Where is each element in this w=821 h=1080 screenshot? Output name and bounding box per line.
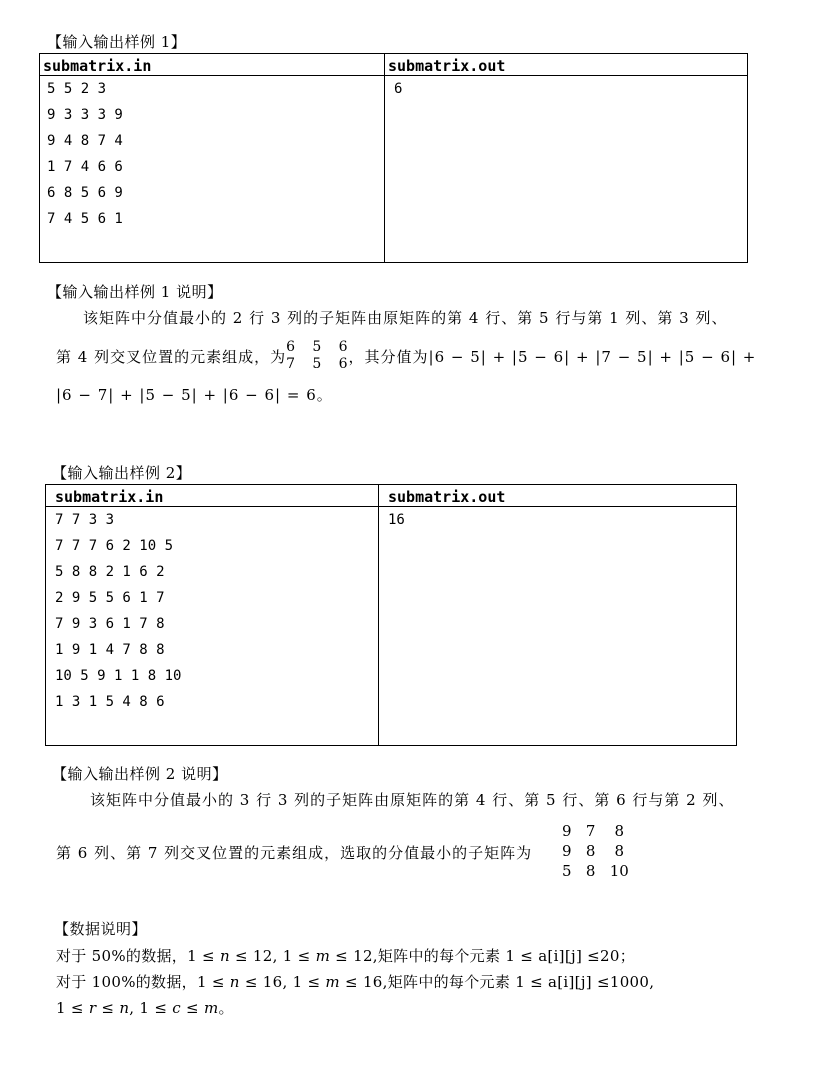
sample2-input-line: 10 5 9 1 1 8 10 (55, 668, 182, 684)
matrix-row: 7 5 6 (286, 356, 349, 372)
sample2-in-header: submatrix.in (46, 485, 379, 507)
explain2-heading: 【输入输出样例 2 说明】 (52, 765, 228, 783)
sample1-input-line: 5 5 2 3 (47, 81, 107, 97)
matrix-row: 9 7 8 (562, 822, 625, 840)
sample1-input-line: 6 8 5 6 9 (47, 185, 123, 201)
sample1-input-line: 1 7 4 6 6 (47, 159, 123, 175)
sample2-table (45, 484, 737, 746)
sample2-out-header: submatrix.out (379, 485, 737, 507)
explain1-line2 (56, 336, 756, 376)
matrix-row: 5 8 10 (562, 862, 629, 880)
explain2-matrix (562, 821, 629, 881)
explain1-line2-suffix: ，其分值为|6 − 5| + |5 − 6| + |7 − 5| + |5 − 6| + (348, 347, 757, 366)
sample1-input-cell (40, 76, 385, 263)
sample2-output-line: 16 (388, 512, 405, 528)
explain1-heading: 【输入输出样例 1 说明】 (47, 283, 223, 301)
data-note-heading: 【数据说明】 (54, 920, 148, 938)
sample2-input-line: 1 3 1 5 4 8 6 (55, 694, 165, 710)
sample2-input-line: 5 8 8 2 1 6 2 (55, 564, 165, 580)
explain2-line2: 第 6 列、第 7 列交叉位置的元素组成，选取的分值最小的子矩阵为 (56, 844, 533, 862)
sample1-in-header: submatrix.in (40, 54, 385, 76)
data-note-line3: 1 ≤ 𝑟 ≤ 𝑛, 1 ≤ 𝑐 ≤ 𝑚。 (56, 999, 234, 1017)
explain2-line1: 该矩阵中分值最小的 3 行 3 列的子矩阵由原矩阵的第 4 行、第 5 行、第 6 行与第 2 列、 (90, 791, 735, 809)
sample1-out-header: submatrix.out (385, 54, 748, 76)
sample1-input-line: 9 3 3 3 9 (47, 107, 123, 123)
matrix-row: 9 8 8 (562, 842, 625, 860)
sample2-input-line: 2 9 5 5 6 1 7 (55, 590, 165, 606)
sample2-output-cell (379, 507, 737, 746)
matrix-row: 6 5 6 (286, 339, 349, 355)
sample1-input-line: 7 4 5 6 1 (47, 211, 123, 227)
sample2-input-line: 1 9 1 4 7 8 8 (55, 642, 165, 658)
sample1-heading: 【输入输出样例 1】 (47, 33, 187, 51)
sample1-output-cell (385, 76, 748, 263)
explain1-matrix (286, 339, 348, 373)
data-note-line1: 对于 50%的数据，1 ≤ 𝑛 ≤ 12, 1 ≤ 𝑚 ≤ 12,矩阵中的每个元素 1 ≤ a[i][j] ≤20； (56, 947, 636, 965)
sample2-input-line: 7 9 3 6 1 7 8 (55, 616, 165, 632)
sample1-input-line: 9 4 8 7 4 (47, 133, 123, 149)
explain1-line3: |6 − 7| + |5 − 5| + |6 − 6| = 6。 (56, 386, 333, 404)
sample2-input-line: 7 7 7 6 2 10 5 (55, 538, 174, 554)
sample2-input-cell (46, 507, 379, 746)
explain1-line2-prefix: 第 4 列交叉位置的元素组成，为 (56, 347, 287, 366)
explain1-line1: 该矩阵中分值最小的 2 行 3 列的子矩阵由原矩阵的第 4 行、第 5 行与第 1 列、第 3 列、 (83, 309, 728, 327)
sample2-heading: 【输入输出样例 2】 (52, 464, 192, 482)
sample1-table (39, 53, 748, 263)
sample2-input-line: 7 7 3 3 (55, 512, 115, 528)
data-note-line2: 对于 100%的数据，1 ≤ 𝑛 ≤ 16, 1 ≤ 𝑚 ≤ 16,矩阵中的每个元素 1 ≤ a[i][j] ≤1000, (56, 973, 655, 991)
sample1-output-line: 6 (394, 81, 403, 97)
